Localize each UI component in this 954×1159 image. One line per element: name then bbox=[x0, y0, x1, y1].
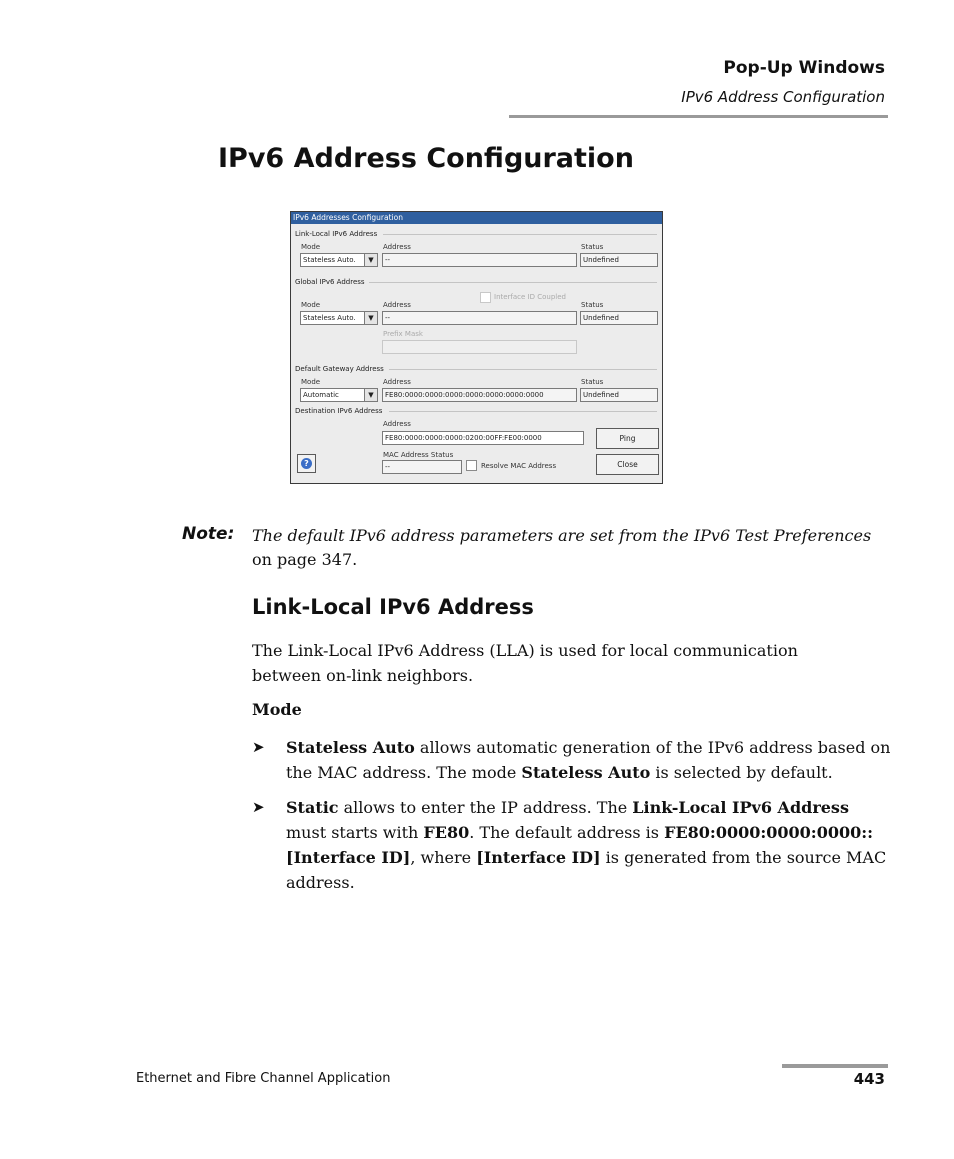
link-local-address-label: Address bbox=[383, 243, 411, 251]
bold-term: Stateless Auto bbox=[286, 738, 415, 757]
note-text bbox=[252, 524, 892, 572]
gateway-mode-value: Automatic bbox=[303, 391, 339, 399]
bullet-text: allows automatic generation of the IPv6 address based on the MAC address. The mode bbox=[286, 738, 891, 782]
gateway-status-label: Status bbox=[581, 378, 604, 386]
mac-status-label: MAC Address Status bbox=[383, 451, 454, 459]
group-divider bbox=[369, 282, 657, 283]
chevron-down-icon[interactable]: ▼ bbox=[364, 389, 377, 401]
mac-status-field: -- bbox=[382, 460, 462, 474]
gateway-status-field: Undefined bbox=[580, 388, 658, 402]
gateway-address-label: Address bbox=[383, 378, 411, 386]
section-paragraph: The Link-Local IPv6 Address (LLA) is used for local communication between on-link neighbors. bbox=[252, 641, 798, 685]
link-local-mode-value: Stateless Auto. bbox=[303, 256, 356, 264]
gateway-mode-label: Mode bbox=[301, 378, 321, 386]
bold-term: Stateless Auto bbox=[521, 763, 651, 782]
group-divider bbox=[389, 369, 657, 370]
note-label: Note: bbox=[182, 524, 235, 544]
help-button[interactable] bbox=[297, 454, 316, 473]
note-italic-text: The default IPv6 address parameters are set from the IPv6 Test Preferences bbox=[252, 526, 872, 545]
bold-term: FE80:0000:0000:0000::[Interface ID] bbox=[286, 823, 874, 867]
group-divider bbox=[383, 234, 657, 235]
bullet-static bbox=[286, 795, 891, 895]
group-destination-label: Destination IPv6 Address bbox=[295, 407, 383, 415]
bullet-text: is selected by default. bbox=[650, 763, 833, 782]
global-status-label: Status bbox=[581, 301, 604, 309]
interface-id-coupled-checkbox[interactable] bbox=[480, 292, 491, 303]
link-local-mode-label: Mode bbox=[301, 243, 321, 251]
mode-heading: Mode bbox=[252, 700, 302, 719]
group-gateway-label: Default Gateway Address bbox=[295, 365, 384, 373]
group-global-label: Global IPv6 Address bbox=[295, 278, 365, 286]
footer-document-title: Ethernet and Fibre Channel Application bbox=[136, 1071, 391, 1086]
bullet-stateless-auto bbox=[286, 735, 891, 785]
link-local-status-field: Undefined bbox=[580, 253, 658, 267]
group-divider bbox=[389, 411, 657, 412]
gateway-address-field[interactable]: FE80:0000:0000:0000:0000:0000:0000:0000 bbox=[382, 388, 577, 402]
ping-button[interactable]: Ping bbox=[596, 428, 659, 449]
resolve-mac-checkbox[interactable] bbox=[466, 460, 477, 471]
global-address-field[interactable]: -- bbox=[382, 311, 577, 325]
help-icon: ? bbox=[301, 458, 312, 469]
bullet-text: , where bbox=[410, 848, 477, 867]
global-mode-select[interactable] bbox=[300, 311, 378, 325]
running-header-section: Pop-Up Windows bbox=[723, 58, 885, 78]
global-status-field: Undefined bbox=[580, 311, 658, 325]
section-heading: Link-Local IPv6 Address bbox=[252, 595, 534, 619]
gateway-mode-select[interactable] bbox=[300, 388, 378, 402]
note-page-ref: on page 347. bbox=[252, 550, 358, 569]
close-button[interactable]: Close bbox=[596, 454, 659, 475]
footer-rule bbox=[782, 1064, 888, 1068]
header-rule bbox=[509, 115, 888, 118]
bullet-arrow-icon: ➤ bbox=[252, 798, 265, 816]
link-local-address-field[interactable]: -- bbox=[382, 253, 577, 267]
page-title: IPv6 Address Configuration bbox=[218, 143, 634, 174]
prefix-mask-field[interactable] bbox=[382, 340, 577, 354]
bold-term: Link-Local IPv6 Address bbox=[632, 798, 849, 817]
bullet-text: must starts with bbox=[286, 823, 424, 842]
global-mode-label: Mode bbox=[301, 301, 321, 309]
bold-term: FE80 bbox=[423, 823, 470, 842]
running-header-subsection: IPv6 Address Configuration bbox=[681, 88, 885, 106]
destination-address-label: Address bbox=[383, 420, 411, 428]
global-address-label: Address bbox=[383, 301, 411, 309]
group-link-local-label: Link-Local IPv6 Address bbox=[295, 230, 378, 238]
chevron-down-icon[interactable]: ▼ bbox=[364, 254, 377, 266]
bullet-text: is generated from the source MAC address. bbox=[286, 848, 887, 892]
destination-address-field[interactable]: FE80:0000:0000:0000:0200:00FF:FE00:0000 bbox=[382, 431, 584, 445]
dialog-title-bar: IPv6 Addresses Configuration bbox=[291, 212, 662, 224]
bullet-arrow-icon: ➤ bbox=[252, 738, 265, 756]
chevron-down-icon[interactable]: ▼ bbox=[364, 312, 377, 324]
bullet-text: . The default address is bbox=[469, 823, 665, 842]
ipv6-config-dialog bbox=[290, 211, 663, 484]
link-local-mode-select[interactable] bbox=[300, 253, 378, 267]
global-mode-value: Stateless Auto. bbox=[303, 314, 356, 322]
resolve-mac-label: Resolve MAC Address bbox=[481, 462, 557, 470]
bold-term: Static bbox=[286, 798, 339, 817]
bold-term: [Interface ID] bbox=[476, 848, 601, 867]
prefix-mask-label: Prefix Mask bbox=[383, 330, 423, 338]
link-local-status-label: Status bbox=[581, 243, 604, 251]
bullet-text: allows to enter the IP address. The bbox=[338, 798, 633, 817]
page-number: 443 bbox=[853, 1070, 885, 1088]
interface-id-coupled-label: Interface ID Coupled bbox=[494, 293, 566, 301]
